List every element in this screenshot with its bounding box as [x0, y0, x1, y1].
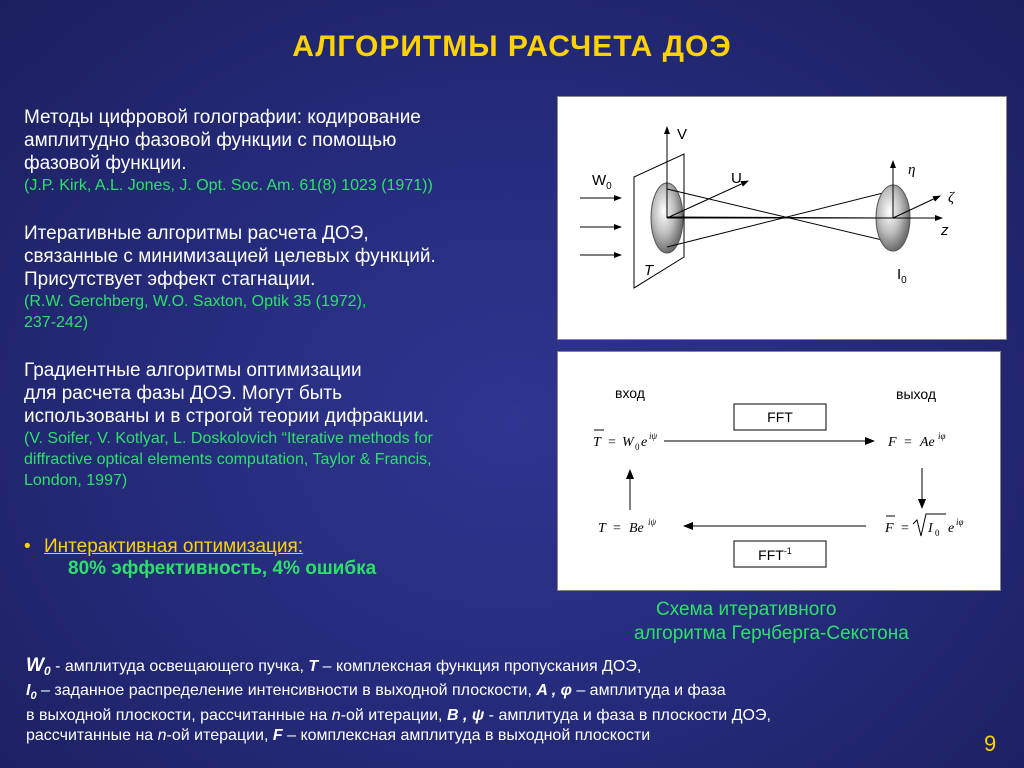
reference: (R.W. Gerchberg, W.O. Saxton, Optik 35 (1972), 237-242)	[24, 293, 367, 331]
svg-text:=: =	[613, 521, 621, 536]
svg-text:iψ: iψ	[648, 517, 657, 527]
svg-text:=: =	[608, 435, 616, 450]
svg-text:0: 0	[935, 528, 940, 538]
svg-text:Ae: Ae	[920, 435, 935, 450]
svg-text:T: T	[598, 521, 606, 536]
reference: (V. Soifer, V. Kotlyar, L. Doskolovich “Iterative methods for diffractive optical elements computation, Taylor & Francis, London, 1997)	[24, 430, 433, 489]
paragraph-holography	[24, 106, 544, 196]
formula-f	[887, 431, 946, 450]
legend-line-2: $I_0$ – заданное распределение интенсивности в выходной плоскости, A , φ – амплитуда и фаза	[26, 682, 726, 703]
input-label: вход	[615, 385, 645, 401]
diagram-caption	[600, 598, 1000, 646]
bullet-item	[24, 536, 544, 558]
page-number: 9	[984, 731, 997, 756]
svg-text:e: e	[948, 521, 955, 536]
bullet-label: Интерактивная оптимизация:	[44, 536, 304, 557]
reference: (J.P. Kirk, A.L. Jones, J. Opt. Soc. Am. 61(8) 1023 (1971))	[24, 177, 433, 194]
svg-text:T: T	[593, 435, 601, 450]
svg-text:I: I	[928, 521, 933, 536]
svg-text:iφ: iφ	[938, 431, 946, 441]
paragraph-text: Методы цифровой голографии: кодирование амплитудно фазовой функции с помощью фазовой функции.	[24, 107, 421, 174]
formula-t	[598, 517, 657, 536]
optical-scheme-panel	[557, 96, 1007, 340]
svg-text:iψ: iψ	[649, 431, 658, 441]
label-eta: η	[908, 162, 916, 178]
svg-text:=: =	[901, 521, 909, 536]
paragraph-gradient	[24, 359, 544, 491]
label-i0: $I_0$	[897, 266, 907, 286]
paragraph-text: Градиентные алгоритмы оптимизации для расчета фазы ДОЭ. Могут быть использованы и в строгой теории дифракции.	[24, 360, 429, 427]
svg-text:e: e	[641, 435, 648, 450]
svg-text:=: =	[904, 435, 912, 450]
slide-title: АЛГОРИТМЫ РАСЧЕТА ДОЭ	[292, 30, 732, 63]
formula-t-bar	[593, 430, 658, 452]
sym-w0: W	[26, 655, 44, 676]
algorithm-scheme-diagram	[558, 352, 1000, 590]
label-u: U	[731, 170, 742, 187]
output-label: выход	[896, 386, 936, 402]
algorithm-scheme-panel	[557, 351, 1001, 591]
optical-scheme-diagram	[558, 97, 1006, 339]
notation-legend	[26, 656, 986, 746]
label-w0: $W_0$	[592, 172, 612, 192]
fft-label: FFT	[767, 409, 793, 425]
caption-line-1: Схема итеративного	[656, 599, 837, 620]
svg-text:F: F	[888, 435, 897, 450]
svg-text:Be: Be	[629, 521, 644, 536]
caption-line-2: алгоритма Герчберга-Секстона	[634, 623, 909, 644]
svg-text:W: W	[622, 435, 634, 450]
svg-text:iφ: iφ	[956, 517, 964, 527]
label-zeta: ζ	[948, 190, 955, 206]
legend-line-4: рассчитанные на n-ой итерации, F – комплексная амплитуда в выходной плоскости	[26, 727, 651, 745]
bullet-subtext: 80% эффективность, 4% ошибка	[68, 558, 377, 579]
paragraph-text: Итеративные алгоритмы расчета ДОЭ, связанные с минимизацией целевых функций. Присутствует эффект стагнации.	[24, 223, 436, 290]
paragraph-iterative	[24, 222, 544, 333]
bullet-dot: •	[24, 536, 31, 557]
label-t: T	[644, 262, 654, 279]
ifft-label: $FFT^{-1}$	[758, 546, 792, 563]
legend-line-3: в выходной плоскости, рассчитанные на n-ой итерации, B , ψ - амплитуда и фаза в плоскости ДОЭ,	[26, 707, 771, 725]
label-z: z	[941, 222, 949, 239]
svg-text:0: 0	[635, 442, 640, 452]
svg-text:F: F	[885, 521, 894, 536]
legend-line-1: $W_0$ - амплитуда освещающего пучка, T – комплексная функция пропускания ДОЭ,	[26, 655, 642, 679]
formula-f-bar	[884, 514, 964, 538]
label-v: V	[677, 126, 688, 143]
